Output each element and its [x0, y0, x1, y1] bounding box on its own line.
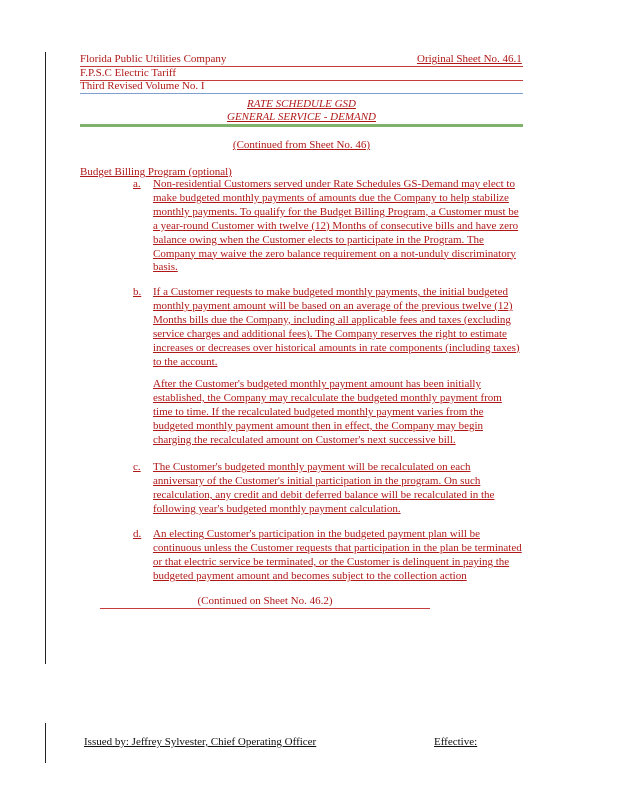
- volume-name: Third Revised Volume No. I: [80, 80, 205, 92]
- rate-schedule-subtitle: GENERAL SERVICE - DEMAND: [227, 111, 376, 123]
- item-d-letter: d.: [133, 528, 142, 540]
- continued-on: (Continued on Sheet No. 46.2): [100, 595, 430, 609]
- tariff-name: F.P.S.C Electric Tariff: [80, 67, 177, 79]
- company-name: Florida Public Utilities Company: [80, 53, 227, 65]
- section-title: Budget Billing Program (optional): [80, 166, 232, 178]
- item-b-paragraph-2: After the Customer's budgeted monthly payment amount has been initially established, the Company may recalculate the budgeted monthly payment from time to time. If the recalculated budgeted monthly payment varies from the budgeted monthly payment amount then in effect, the Company may begin charging the recalculated amount on Customer's next successive bill.: [153, 378, 502, 446]
- effective-date-label: Effective:: [434, 736, 478, 748]
- title-rule: [80, 124, 523, 127]
- header-rule-3: [80, 93, 523, 94]
- left-margin-bar: [45, 52, 46, 664]
- item-b-text: If a Customer requests to make budgeted monthly payments, the initial budgeted monthly payment amount will be based on an average of the previous twelve (12) Months bills due the Company, including all applicable fees and taxes (excluding service charges and additional fees). The Company reserves the right to estimate increases or decreases over historical amounts in rate components (including taxes) to the account.: [153, 286, 520, 368]
- item-a-text: Non-residential Customers served under Rate Schedules GS-Demand may elect to make budgeted monthly payments of amounts due the Company to help stabilize monthly payments. To qualify for the Budget Billing Program, a Customer must be a year-round Customer with twelve (12) Months of consecutive bills and have zero balance owing when the Customer elects to participate in the Program. The Company may waive the zero balance requirement on a not-unduly discriminatory basis.: [153, 178, 519, 274]
- item-b-letter: b.: [133, 286, 142, 298]
- sheet-number: Original Sheet No. 46.1: [417, 53, 522, 65]
- item-a-letter: a.: [133, 178, 141, 190]
- item-d-text: An electing Customer's participation in the budgeted payment plan will be continuous unless the Customer requests that participation in the plan be terminated or that electric service be terminated, or the Customer is delinquent in paying the budgeted payment amount and becomes subject to the collection action: [153, 528, 522, 582]
- left-margin-bar-footer: [45, 723, 46, 763]
- rate-schedule-title: RATE SCHEDULE GSD: [247, 98, 356, 110]
- continued-from: (Continued from Sheet No. 46): [232, 139, 371, 151]
- item-c-letter: c.: [133, 461, 141, 473]
- item-c-text: The Customer's budgeted monthly payment will be recalculated on each anniversary of the Customer's initial participation in the program. On such recalculation, any credit and debit deferred balance will be recalculated in the following year's budgeted monthly payment calculation.: [153, 461, 495, 515]
- issued-by: Issued by: Jeffrey Sylvester, Chief Operating Officer: [84, 736, 317, 748]
